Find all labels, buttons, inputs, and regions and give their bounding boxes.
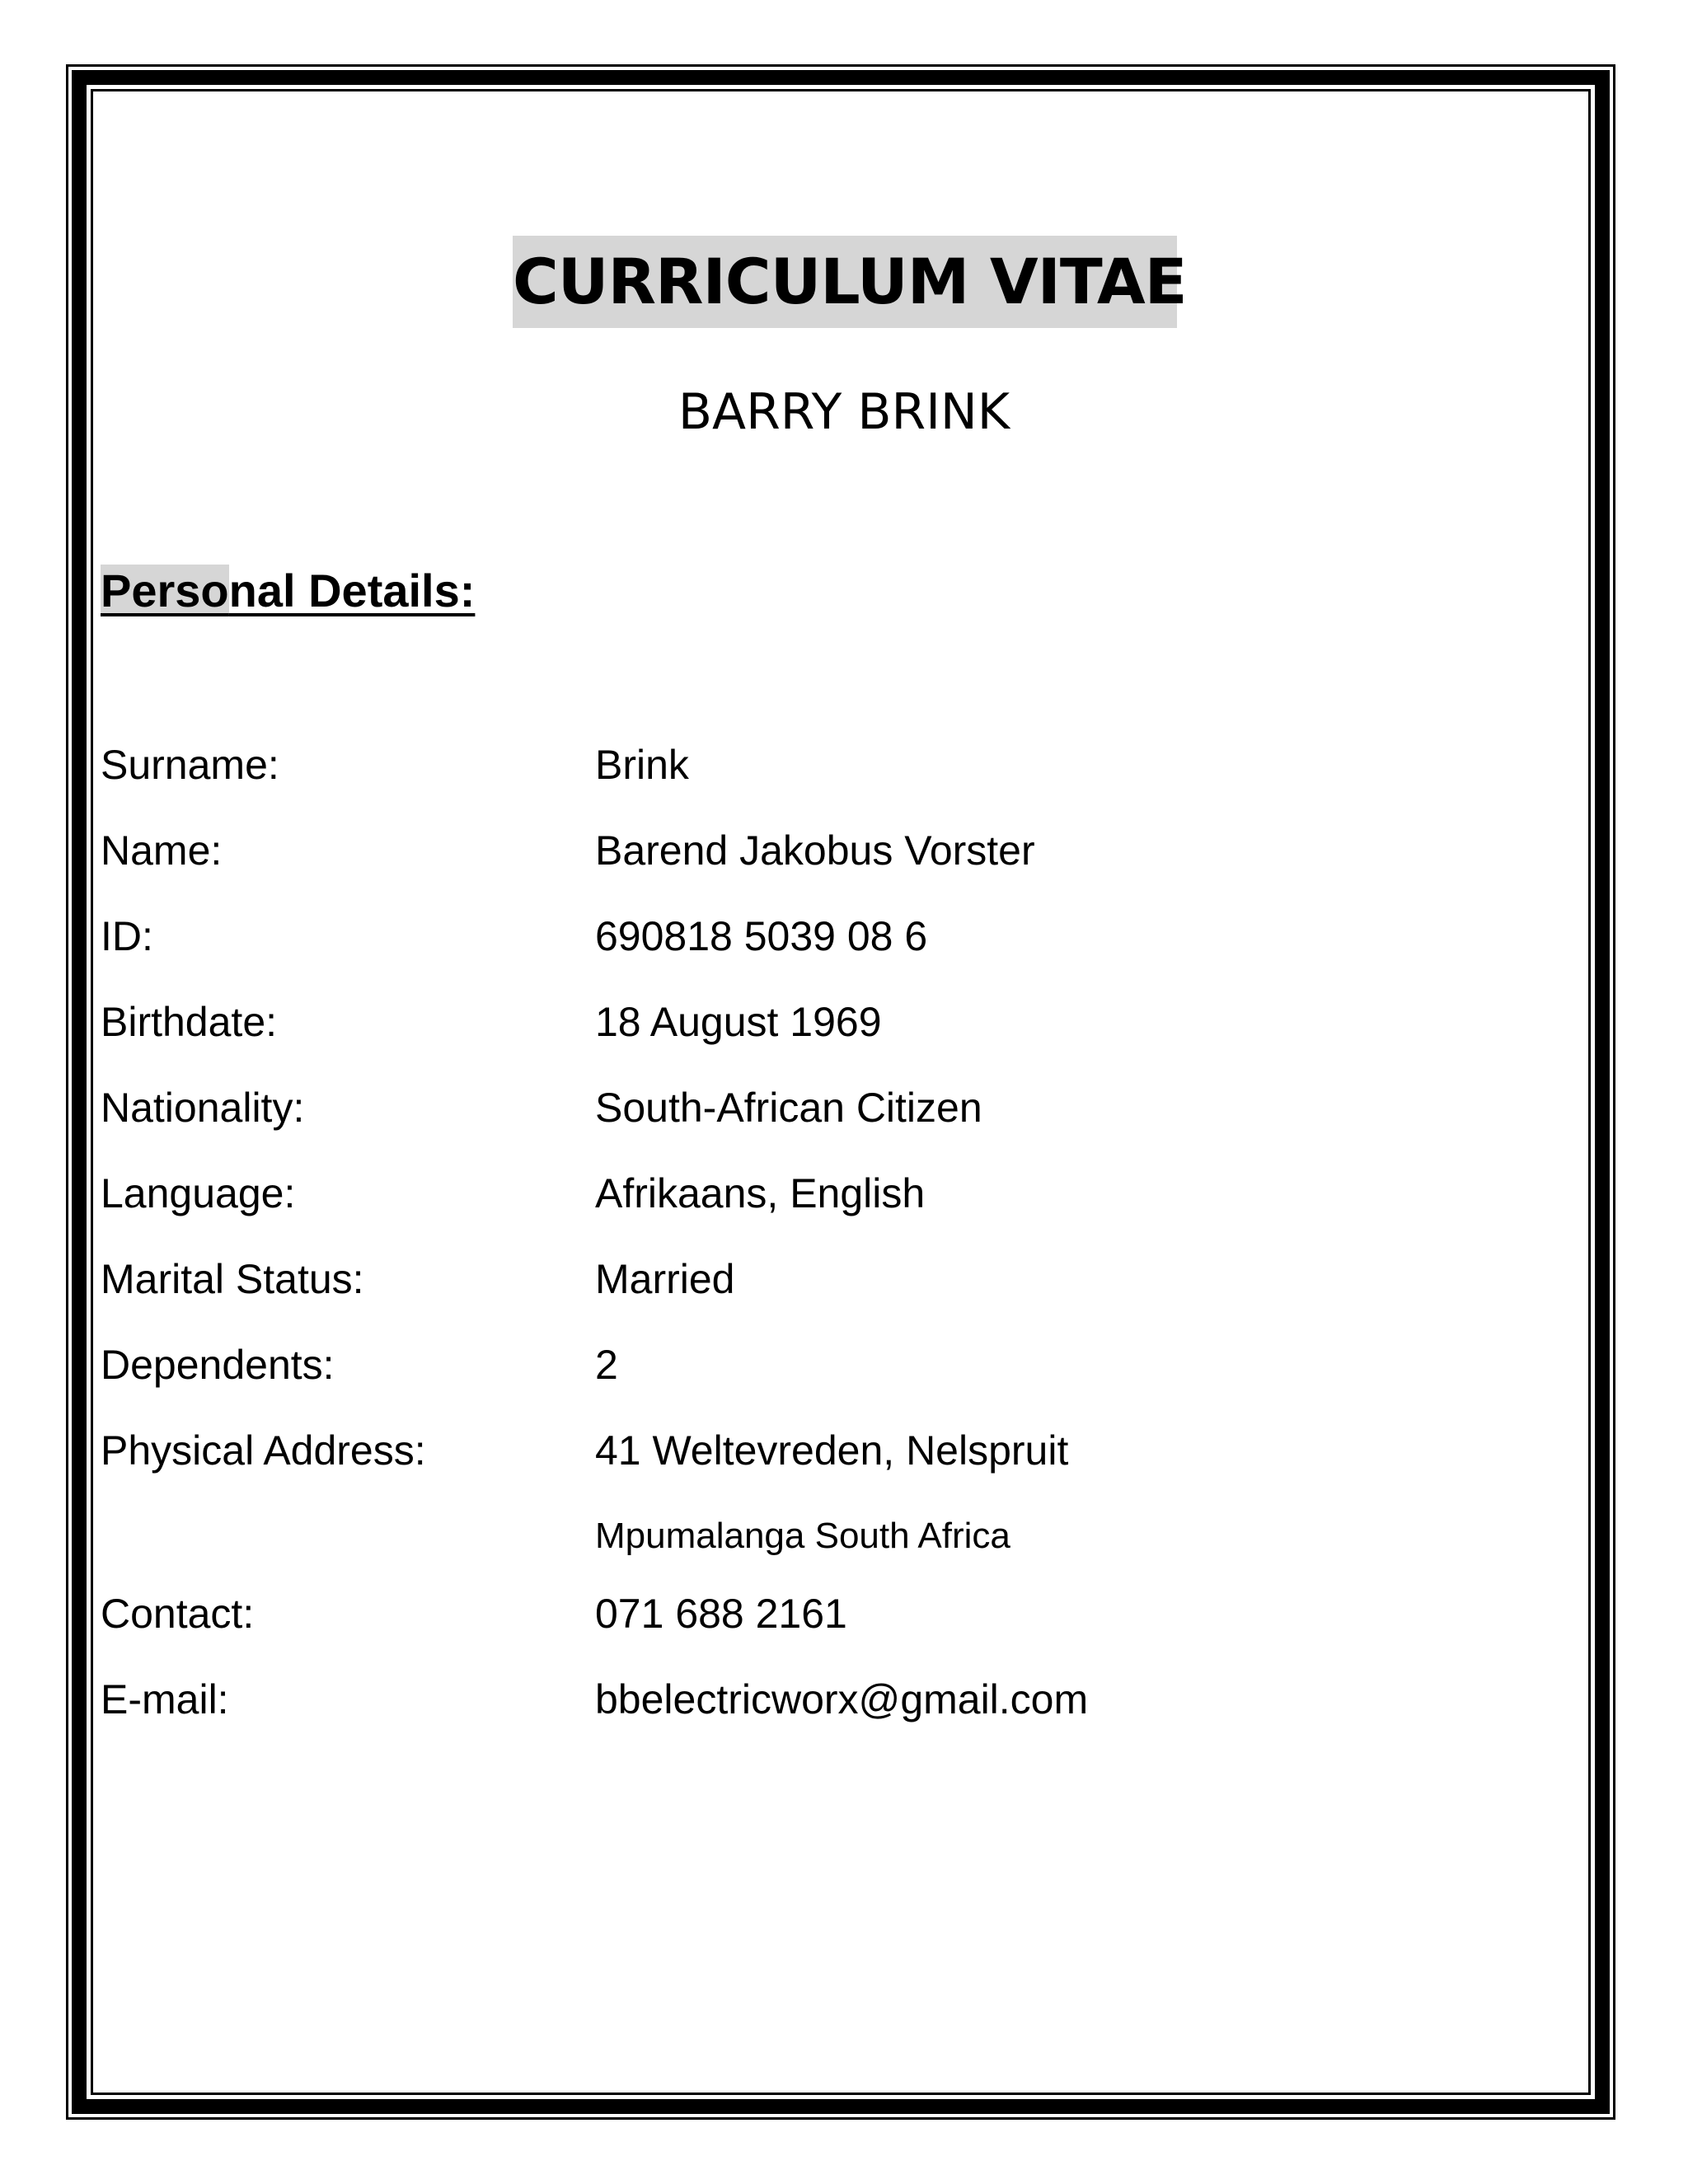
- detail-row-surname: [101, 740, 1502, 826]
- detail-value: 2: [595, 1342, 618, 1388]
- detail-row-language: [101, 1169, 1502, 1254]
- detail-label: Language:: [101, 1170, 296, 1216]
- detail-label: E-mail:: [101, 1676, 229, 1722]
- detail-row-id: [101, 912, 1502, 997]
- detail-row-marital-status: [101, 1254, 1502, 1340]
- applicant-name: BARRY BRINK: [678, 383, 1010, 441]
- detail-label: ID:: [101, 913, 153, 959]
- detail-value: Afrikaans, English: [595, 1170, 926, 1216]
- heading-rest: nal Details:: [228, 565, 476, 616]
- detail-row-address-line-2: [101, 1511, 1502, 1589]
- detail-label: Physical Address:: [101, 1427, 426, 1474]
- detail-label: Dependents:: [101, 1342, 335, 1388]
- personal-details-list: [101, 740, 1502, 1760]
- detail-row-dependents: [101, 1340, 1502, 1426]
- detail-row-email: [101, 1675, 1502, 1760]
- document-title: CURRICULUM VITAE: [513, 236, 1177, 328]
- detail-label: Nationality:: [101, 1085, 305, 1131]
- detail-label: Marital Status:: [101, 1256, 364, 1302]
- detail-value: South-African Citizen: [595, 1085, 982, 1131]
- detail-value: 071 688 2161: [595, 1591, 847, 1637]
- detail-row-birthdate: [101, 997, 1502, 1083]
- detail-row-contact: [101, 1589, 1502, 1675]
- detail-label: Surname:: [101, 742, 279, 788]
- detail-label: Name:: [101, 827, 223, 874]
- section-heading-personal-details: [101, 562, 475, 620]
- detail-value: Brink: [595, 742, 689, 788]
- detail-value: bbelectricworx@gmail.com: [595, 1676, 1089, 1722]
- detail-value: 690818 5039 08 6: [595, 913, 928, 959]
- detail-row-name: [101, 826, 1502, 912]
- detail-label: Contact:: [101, 1591, 255, 1637]
- detail-value: Married: [595, 1256, 735, 1302]
- detail-value: Mpumalanga South Africa: [595, 1516, 1010, 1556]
- detail-row-nationality: [101, 1083, 1502, 1169]
- detail-value: 18 August 1969: [595, 999, 882, 1045]
- heading-highlight: Perso: [101, 565, 229, 616]
- detail-value: 41 Weltevreden, Nelspruit: [595, 1427, 1069, 1474]
- detail-row-physical-address: [101, 1426, 1502, 1511]
- detail-label: Birthdate:: [101, 999, 278, 1045]
- detail-value: Barend Jakobus Vorster: [595, 827, 1035, 874]
